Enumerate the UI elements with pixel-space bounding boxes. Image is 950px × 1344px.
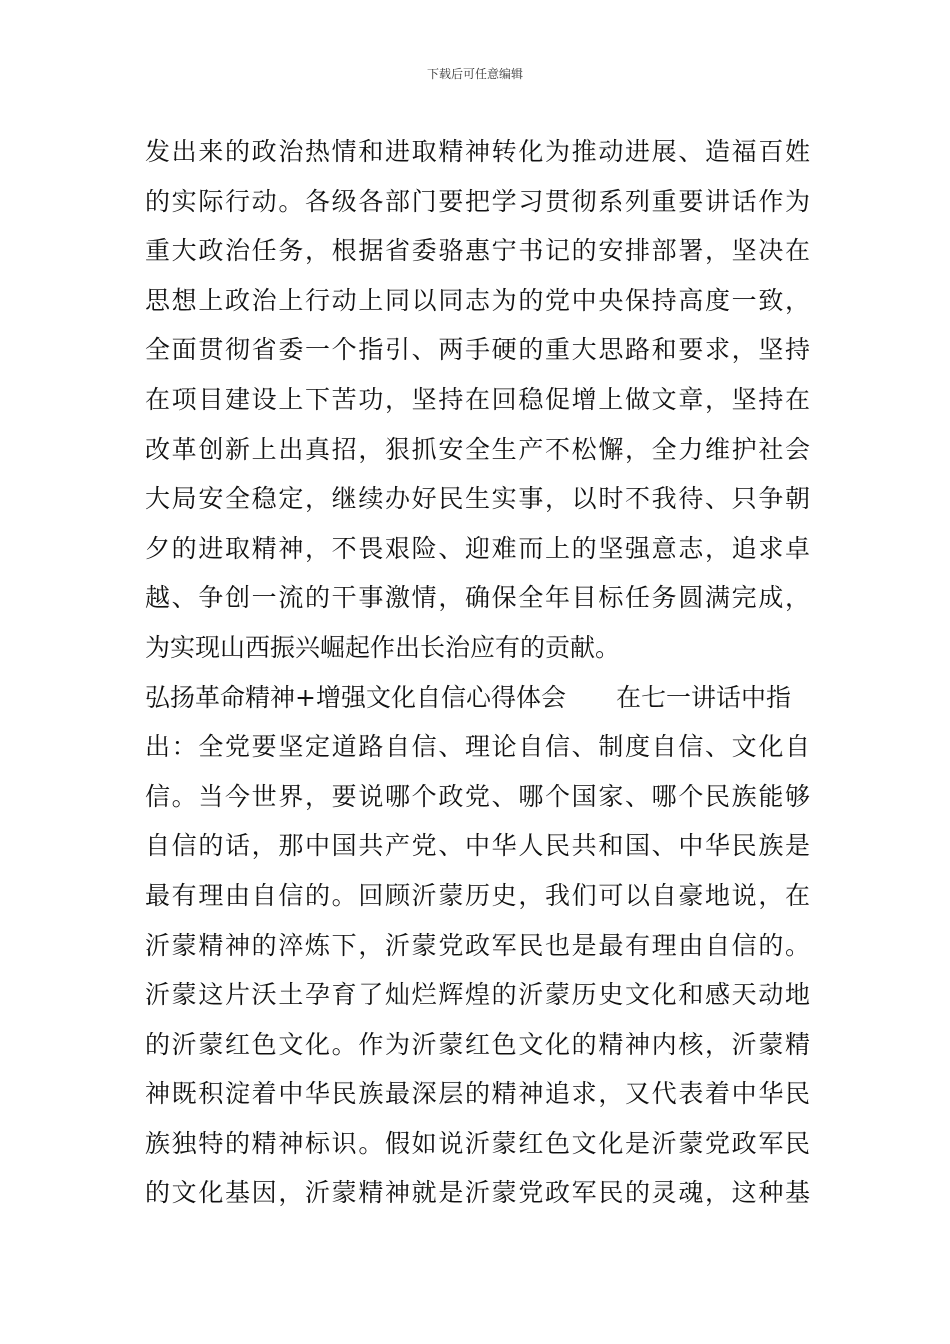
text-line: 的实际行动。各级各部门要把学习贯彻系列重要讲话作为 xyxy=(145,186,810,216)
section-title: 弘扬革命精神+增强文化自信心得体会 xyxy=(145,682,566,712)
text-line: 沂蒙这片沃土孕育了灿烂辉煌的沂蒙历史文化和感天动地 xyxy=(145,980,810,1010)
text-line: 族独特的精神标识。假如说沂蒙红色文化是沂蒙党政军民 xyxy=(145,1128,810,1158)
text-line: 的文化基因，沂蒙精神就是沂蒙党政军民的灵魂，这种基 xyxy=(145,1178,810,1208)
text-line: 为实现山西振兴崛起作出长治应有的贡献。 xyxy=(145,632,621,662)
text-line: 大局安全稳定，继续办好民生实事，以时不我待、只争朝 xyxy=(145,484,810,514)
text-line: 的沂蒙红色文化。作为沂蒙红色文化的精神内核，沂蒙精 xyxy=(145,1029,810,1059)
text-line: 在项目建设上下苦功，坚持在回稳促增上做文章，坚持在 xyxy=(145,384,810,414)
text-line: 夕的进取精神，不畏艰险、迎难而上的坚强意志，追求卓 xyxy=(145,533,810,563)
text-line: 改革创新上出真招，狠抓安全生产不松懈，全力维护社会 xyxy=(145,434,810,464)
text-line: 沂蒙精神的淬炼下，沂蒙党政军民也是最有理由自信的。 xyxy=(145,930,810,960)
text-line: 发出来的政治热情和进取精神转化为推动进展、造福百姓 xyxy=(145,137,810,166)
text-line: 越、争创一流的干事激情，确保全年目标任务圆满完成， xyxy=(145,583,810,613)
text-line: 自信的话，那中国共产党、中华人民共和国、中华民族是 xyxy=(145,831,810,861)
text-line: 最有理由自信的。回顾沂蒙历史，我们可以自豪地说，在 xyxy=(145,880,810,910)
text-line: 重大政治任务，根据省委骆惠宁书记的安排部署，坚决在 xyxy=(145,236,810,266)
section-title-line xyxy=(145,673,810,723)
document-body xyxy=(145,127,810,1218)
text-line: 全面贯彻省委一个指引、两手硬的重大思路和要求，坚持 xyxy=(145,335,810,365)
page-header: 下载后可任意编辑 xyxy=(426,67,523,81)
text-line: 出：全党要坚定道路自信、理论自信、制度自信、文化自 xyxy=(145,732,810,762)
text-line: 信。当今世界，要说哪个政党、哪个国家、哪个民族能够 xyxy=(145,781,810,811)
text-line: 神既积淀着中华民族最深层的精神追求，又代表着中华民 xyxy=(145,1079,810,1109)
section-title-continuation: 在七一讲话中指 xyxy=(615,682,791,712)
text-line: 思想上政治上行动上同以同志为的党中央保持高度一致， xyxy=(145,285,810,315)
